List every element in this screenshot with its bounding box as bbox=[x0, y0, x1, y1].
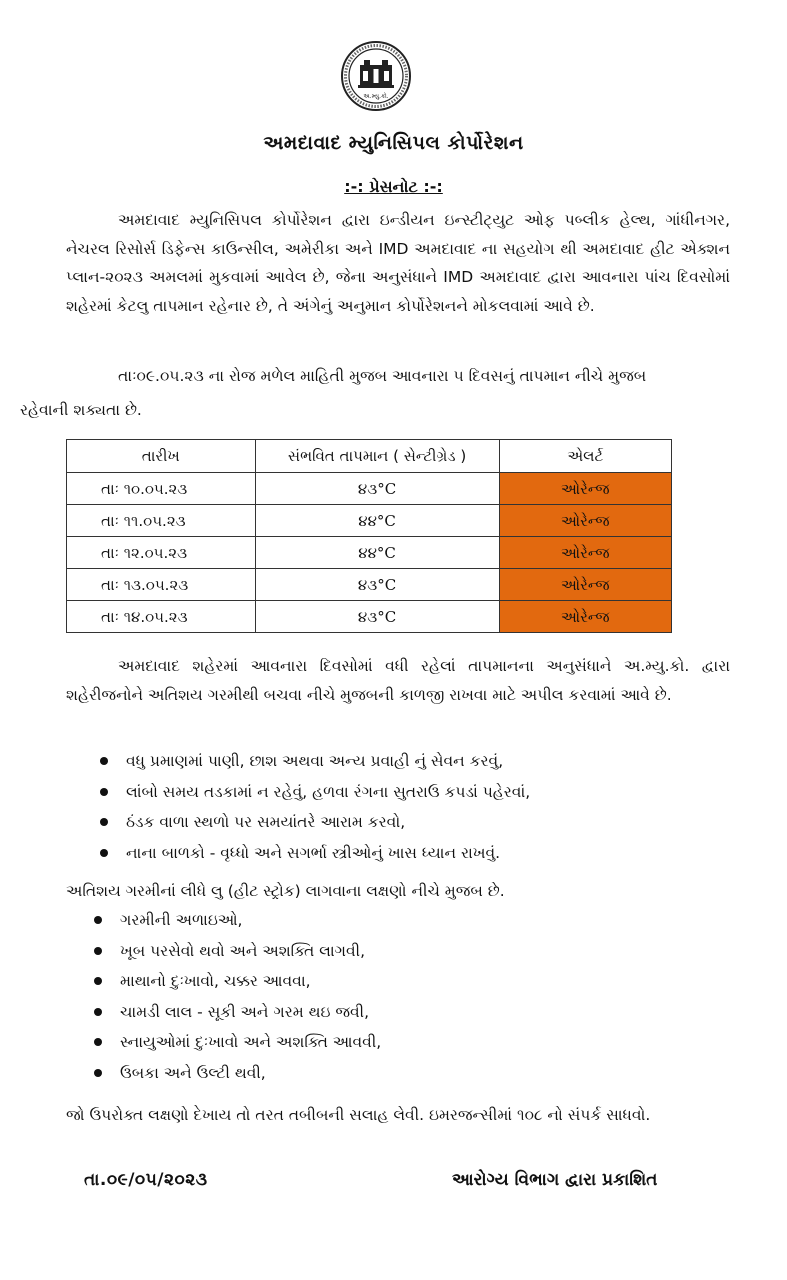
press-note-label: :-: પ્રેસનોટ :-: bbox=[344, 177, 443, 196]
list-item-text: ગરમીની અળાઇઓ, bbox=[120, 911, 243, 929]
list-item bbox=[94, 777, 530, 808]
svg-text:અ.મ્યુ.કો.: અ.મ્યુ.કો. bbox=[363, 93, 389, 100]
table-row bbox=[67, 601, 672, 633]
appeal-paragraph: અમદાવાદ શહેરમાં આવનારા દિવસોમાં વધી રહેલાં તાપમાનના અનુસંધાને અ.મ્યુ.કો. દ્વારા શહેરીજનોને અતિશય ગરમીથી બચવા નીચે મુજબની કાળજી રાખવા માટે અપીલ કરવામાં આવે છે. bbox=[66, 657, 730, 704]
header-date: તારીખ bbox=[67, 440, 256, 473]
footer-publisher: આરોગ્ય વિભાગ દ્વારા પ્રકાશિત bbox=[452, 1170, 658, 1190]
symptoms-list bbox=[88, 905, 381, 1088]
medical-advice: જો ઉપરોક્ત લક્ષણો દેખાય તો તરત તબીબની સલાહ લેવી. ઇમરજન્સીમાં ૧૦૮ નો સંપર્ક સાધવો. bbox=[66, 1106, 651, 1124]
bullet-icon bbox=[94, 977, 102, 985]
row-alert: ઓરેન્જ bbox=[499, 473, 671, 505]
row-date: તાઃ ૧૩.૦૫.૨૩ bbox=[67, 569, 256, 601]
bullet-icon bbox=[94, 916, 102, 924]
bullet-icon bbox=[94, 947, 102, 955]
bullet-icon bbox=[100, 788, 108, 796]
list-item bbox=[94, 838, 530, 869]
row-temperature: ૪૩°C bbox=[255, 473, 499, 505]
press-note-heading bbox=[0, 177, 787, 197]
list-item-text: વધુ પ્રમાણમાં પાણી, છાશ અથવા અન્ય પ્રવાહી નું સેવન કરવું, bbox=[126, 752, 504, 770]
row-temperature: ૪૪°C bbox=[255, 537, 499, 569]
row-date: તાઃ ૧૨.૦૫.૨૩ bbox=[67, 537, 256, 569]
row-alert: ઓરેન્જ bbox=[499, 537, 671, 569]
symptoms-intro: અતિશય ગરમીનાં લીધે લુ (હીટ સ્ટ્રોક) લાગવાના લક્ષણો નીચે મુજબ છે. bbox=[66, 882, 505, 900]
list-item-text: માથાનો દુઃખાવો, ચક્કર આવવા, bbox=[120, 972, 311, 990]
list-item bbox=[88, 1027, 381, 1058]
temperature-forecast-table bbox=[66, 439, 672, 633]
list-item bbox=[88, 936, 381, 967]
bullet-icon bbox=[100, 849, 108, 857]
row-date: તાઃ ૧૪.૦૫.૨૩ bbox=[67, 601, 256, 633]
header-alert: એલર્ટ bbox=[499, 440, 671, 473]
list-item bbox=[88, 1058, 381, 1089]
list-item-text: ખૂબ પરસેવો થવો અને અશક્તિ લાગવી, bbox=[120, 941, 365, 960]
amc-seal-icon bbox=[340, 40, 412, 112]
row-alert: ઓરેન્જ bbox=[499, 569, 671, 601]
intro-paragraph: અમદાવાદ મ્યુનિસિપલ કોર્પોરેશન દ્વારા ઇન્ડીયન ઇન્સ્ટીટ્યુટ ઓફ પબ્લીક હેલ્થ, ગાંધીનગર, નેચરલ રિસોર્સ ડિફેન્સ કાઉન્સીલ, અમેરીકા અને IMD અમદાવાદ ના સહયોગ થી અમદાવાદ હીટ એક્શન પ્લાન-૨૦૨૩ અમલમાં મુકવામાં આવેલ છે, જેના અનુસંધાને IMD અમદાવાદ દ્વારા આવનારા પાંચ દિવસોમાં શહેરમાં કેટલુ તાપમાન રહેનાર છે, તે અંગેનું અનુમાન કોર્પોરેશનને મોકલવામાં આવે છે. bbox=[66, 211, 730, 315]
footer-date: તા.૦૯/૦૫/૨૦૨૩ bbox=[84, 1170, 208, 1190]
list-item bbox=[88, 997, 381, 1028]
list-item-text: ઉબકા અને ઉલ્ટી થવી, bbox=[120, 1063, 266, 1082]
forecast-paragraph-cont: રહેવાની શક્યતા છે. bbox=[20, 401, 142, 419]
list-item bbox=[94, 807, 530, 838]
header-temperature: સંભવિત તાપમાન ( સેન્ટીગ્રેડ ) bbox=[255, 440, 499, 473]
bullet-icon bbox=[94, 1008, 102, 1016]
row-temperature: ૪૩°C bbox=[255, 601, 499, 633]
row-temperature: ૪૩°C bbox=[255, 569, 499, 601]
forecast-paragraph: તાઃ૦૯.૦૫.૨૩ ના રોજ મળેલ માહિતી મુજબ આવનારા ૫ દિવસનું તાપમાન નીચે મુજબ bbox=[118, 367, 647, 385]
list-item bbox=[94, 746, 530, 777]
table-header-row bbox=[67, 440, 672, 473]
bullet-icon bbox=[100, 757, 108, 765]
list-item-text: ચામડી લાલ - સૂકી અને ગરમ થઇ જવી, bbox=[120, 1002, 370, 1021]
list-item-text: ઠંડક વાળા સ્થળો પર સમયાંતરે આરામ કરવો, bbox=[126, 813, 406, 831]
list-item bbox=[88, 905, 381, 936]
row-alert: ઓરેન્જ bbox=[499, 601, 671, 633]
table-row bbox=[67, 569, 672, 601]
row-temperature: ૪૪°C bbox=[255, 505, 499, 537]
list-item-text: સ્નાયુઓમાં દુઃખાવો અને અશક્તિ આવવી, bbox=[120, 1033, 382, 1051]
table-row bbox=[67, 473, 672, 505]
table-row bbox=[67, 537, 672, 569]
bullet-icon bbox=[94, 1069, 102, 1077]
organization-title: અમદાવાદ મ્યુનિસિપલ કોર્પોરેશન bbox=[263, 132, 524, 154]
bullet-icon bbox=[100, 818, 108, 826]
row-alert: ઓરેન્જ bbox=[499, 505, 671, 537]
table-row bbox=[67, 505, 672, 537]
precautions-list bbox=[94, 746, 530, 868]
list-item-text: લાંબો સમય તડકામાં ન રહેવું, હળવા રંગના સુતરાઉ કપડાં પહેરવાં, bbox=[126, 782, 531, 801]
list-item bbox=[88, 966, 381, 997]
row-date: તાઃ ૧૧.૦૫.૨૩ bbox=[67, 505, 256, 537]
row-date: તાઃ ૧૦.૦૫.૨૩ bbox=[67, 473, 256, 505]
list-item-text: નાના બાળકો - વૃધ્ધો અને સગર્ભા સ્ત્રીઓનું ખાસ ધ્યાન રાખવું. bbox=[126, 843, 501, 862]
bullet-icon bbox=[94, 1038, 102, 1046]
